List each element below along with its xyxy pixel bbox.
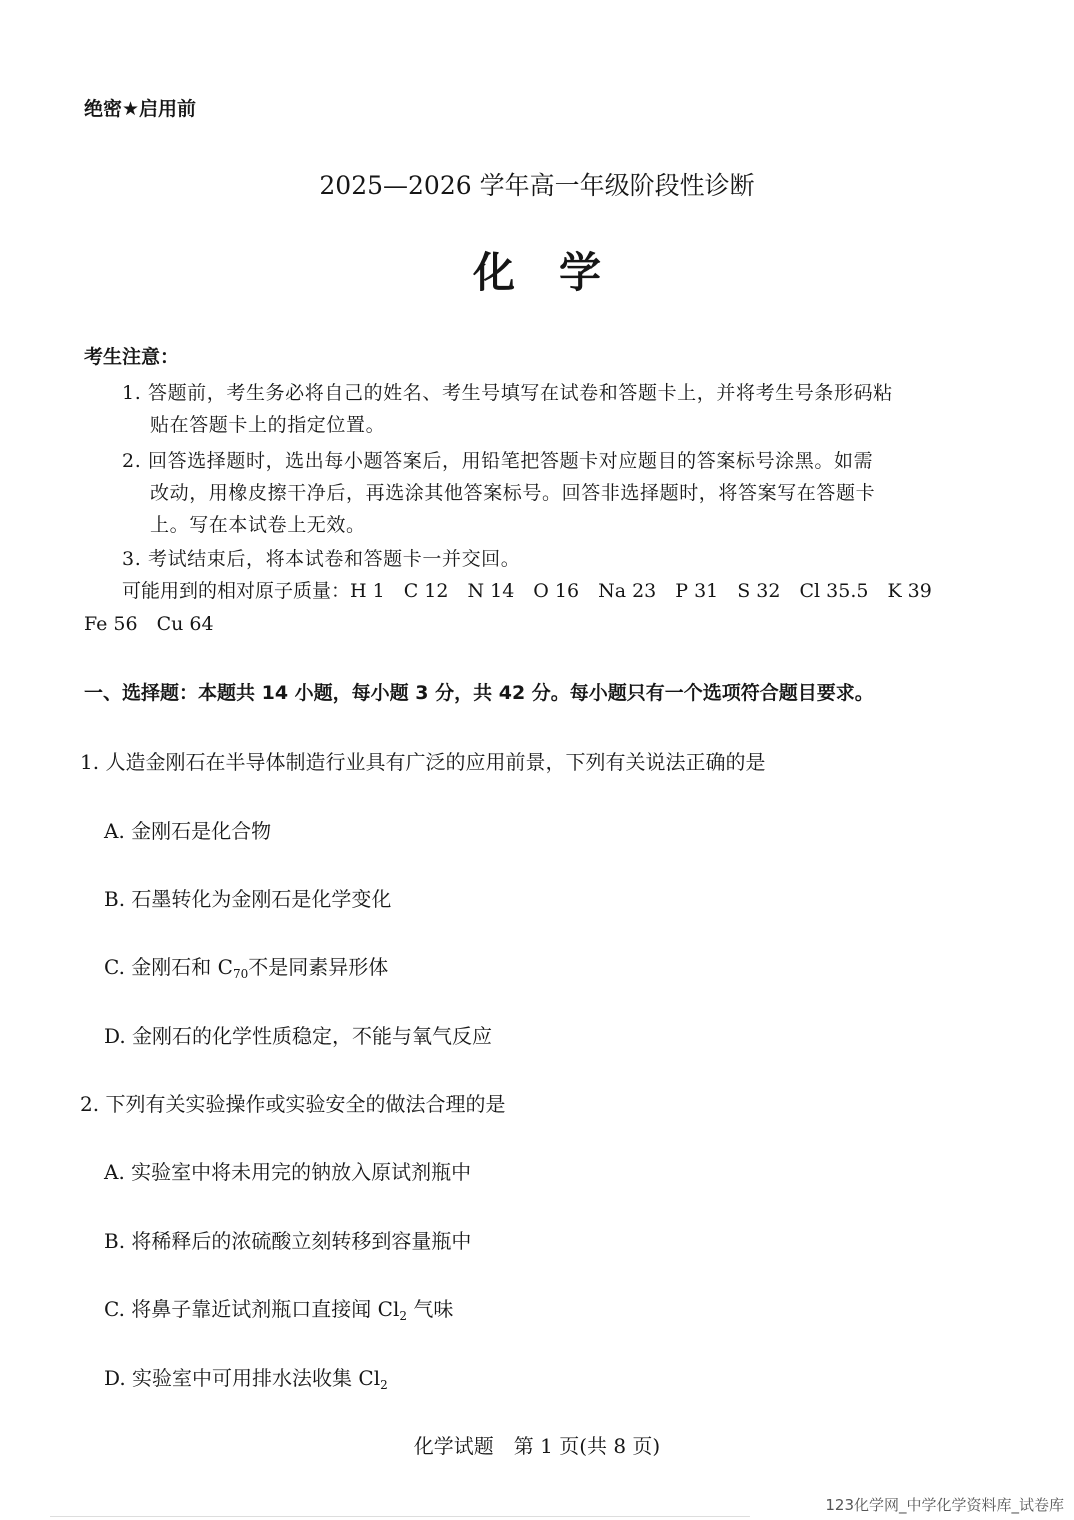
- exam-title: 2025—2026 学年高一年级阶段性诊断: [319, 171, 755, 200]
- question-1-stem: 1. 人造金刚石在半导体制造行业具有广泛的应用前景，下列有关说法正确的是: [80, 750, 766, 774]
- option-d-prefix: D. 实验室中可用排水法收集 Cl: [104, 1366, 381, 1390]
- section-heading: 一、选择题：本题共 14 小题，每小题 3 分，共 42 分。每小题只有一个选项符合题目要求。: [84, 682, 874, 704]
- notice-item-2-line-2: 改动，用橡皮擦干净后，再选涂其他答案标号。回答非选择题时，将答案写在答题卡: [150, 482, 876, 504]
- watermark-text: 123化学网_中学化学资料库_试卷库: [825, 1496, 1064, 1514]
- question-2-stem: 2. 下列有关实验操作或实验安全的做法合理的是: [80, 1092, 506, 1116]
- question-1-option-d: D. 金刚石的化学性质稳定，不能与氧气反应: [104, 1024, 493, 1048]
- confidential-label: 绝密★启用前: [84, 98, 197, 120]
- subscript: 70: [232, 967, 249, 981]
- notice-item-1-line-2: 贴在答题卡上的指定位置。: [150, 414, 386, 436]
- notice-item-3: 3. 考试结束后，将本试卷和答题卡一并交回。: [122, 548, 521, 570]
- option-c-prefix: C. 金刚石和 C: [104, 955, 233, 979]
- bottom-divider: [50, 1516, 750, 1517]
- question-1-option-b: B. 石墨转化为金刚石是化学变化: [104, 887, 392, 911]
- subscript: 2: [380, 1378, 388, 1392]
- subject-title: 化学: [472, 248, 645, 297]
- page-footer: 化学试题 第 1 页(共 8 页): [413, 1434, 661, 1458]
- notice-item-2-line-1: 2. 回答选择题时，选出每小题答案后，用铅笔把答题卡对应题目的答案标号涂黑。如需: [122, 450, 874, 472]
- question-2-option-a: A. 实验室中将未用完的钠放入原试剂瓶中: [104, 1160, 472, 1184]
- question-2-option-d: [104, 1362, 388, 1392]
- option-c-suffix: 不是同素异形体: [248, 955, 389, 979]
- option-c-suffix: 气味: [407, 1297, 454, 1321]
- question-1-option-a: A. 金刚石是化合物: [104, 819, 272, 843]
- question-1-option-c: [104, 951, 388, 981]
- subscript: 2: [399, 1309, 408, 1323]
- atomic-mass-line-2: Fe 56 Cu 64: [84, 613, 214, 635]
- notice-item-1-line-1: 1. 答题前，考生务必将自己的姓名、考生号填写在试卷和答题卡上，并将考生号条形码粘: [122, 382, 893, 404]
- atomic-mass-line-1: 可能用到的相对原子质量：H 1 C 12 N 14 O 16 Na 23 P 31 S 32 Cl 35.5 K 39: [122, 580, 932, 602]
- question-2-option-b: B. 将稀释后的浓硫酸立刻转移到容量瓶中: [104, 1229, 472, 1253]
- question-2-option-c: [104, 1293, 453, 1323]
- notice-item-2-line-3: 上。写在本试卷上无效。: [150, 514, 366, 536]
- option-c-prefix: C. 将鼻子靠近试剂瓶口直接闻 Cl: [104, 1297, 400, 1321]
- notice-heading: 考生注意：: [84, 346, 180, 368]
